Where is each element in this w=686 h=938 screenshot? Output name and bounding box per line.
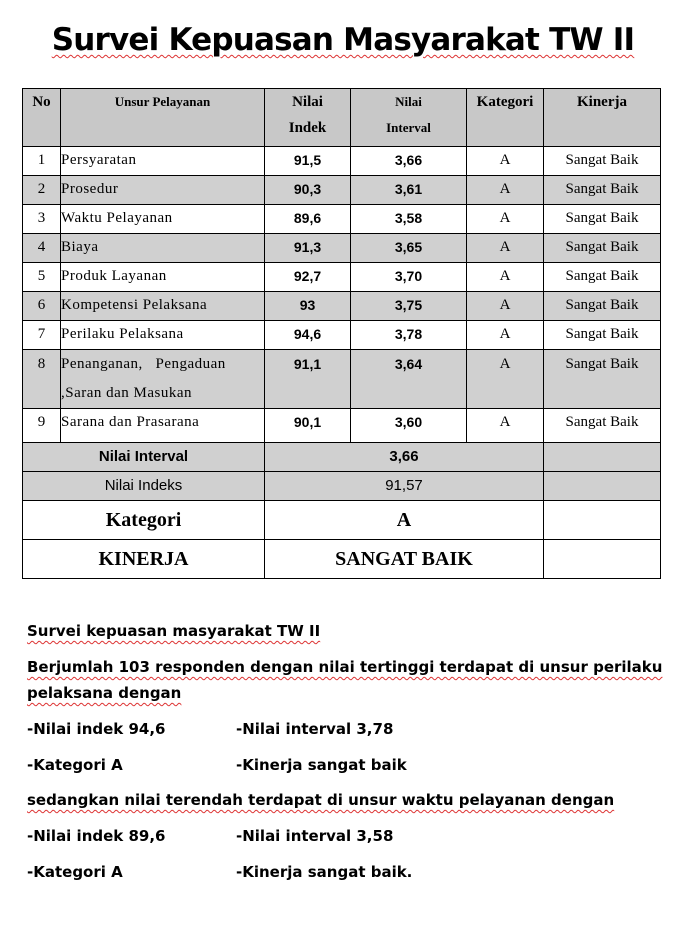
nilai-interval-label: Nilai Interval: [23, 443, 265, 472]
table-row: [23, 409, 661, 443]
cell-interval: 3,60: [351, 409, 467, 443]
summary-row-kinerja: [23, 540, 661, 579]
high-nilai-interval: -Nilai interval 3,78: [236, 720, 394, 738]
cell-indek: 90,1: [265, 409, 351, 443]
cell-kinerja: Sangat Baik: [544, 292, 661, 321]
kategori-value: A: [265, 501, 544, 540]
summary-row-indeks: [23, 472, 661, 501]
cell-unsur: Biaya: [61, 234, 265, 263]
empty-cell: [544, 443, 661, 472]
empty-cell: [544, 501, 661, 540]
header-no: No: [23, 89, 61, 147]
page-title: Survei Kepuasan Masyarakat TW II: [51, 22, 635, 58]
cell-kinerja: Sangat Baik: [544, 321, 661, 350]
cell-unsur: Produk Layanan: [61, 263, 265, 292]
cell-indek: 93: [265, 292, 351, 321]
cell-kategori: A: [467, 176, 544, 205]
cell-no: 1: [23, 147, 61, 176]
cell-kategori: A: [467, 147, 544, 176]
summary-row-kategori: [23, 501, 661, 540]
cell-no: 8: [23, 350, 61, 409]
cell-no: 3: [23, 205, 61, 234]
table-row: [23, 292, 661, 321]
cell-unsur: Waktu Pelayanan: [61, 205, 265, 234]
low-nilai-interval: -Nilai interval 3,58: [236, 827, 394, 845]
cell-no: 2: [23, 176, 61, 205]
cell-kategori: A: [467, 263, 544, 292]
nilai-indeks-value: 91,57: [265, 472, 544, 501]
kinerja-label: KINERJA: [23, 540, 265, 579]
summary-line-2: pelaksana dengan: [27, 684, 182, 702]
nilai-interval-value: 3,66: [265, 443, 544, 472]
low-kategori: -Kategori A: [27, 863, 123, 881]
cell-indek: 92,7: [265, 263, 351, 292]
cell-unsur: Penanganan, Pengaduan ,Saran dan Masukan: [61, 350, 265, 409]
table-header-row: [23, 89, 661, 147]
summary-line-1: Berjumlah 103 responden dengan nilai tertinggi terdapat di unsur perilaku: [27, 658, 663, 676]
cell-kategori: A: [467, 321, 544, 350]
header-unsur: Unsur Pelayanan: [61, 89, 265, 147]
cell-no: 4: [23, 234, 61, 263]
survey-table: [22, 88, 661, 579]
summary-low-line: sedangkan nilai terendah terdapat di unsur waktu pelayanan dengan: [27, 791, 615, 809]
table-row: [23, 147, 661, 176]
cell-kategori: A: [467, 234, 544, 263]
cell-interval: 3,70: [351, 263, 467, 292]
cell-kategori: A: [467, 350, 544, 409]
cell-no: 9: [23, 409, 61, 443]
cell-interval: 3,65: [351, 234, 467, 263]
cell-indek: 91,3: [265, 234, 351, 263]
header-nilai-interval: Nilai Interval: [351, 89, 467, 147]
low-nilai-indek: -Nilai indek 89,6: [27, 827, 166, 845]
table-row: [23, 176, 661, 205]
cell-kinerja: Sangat Baik: [544, 147, 661, 176]
empty-cell: [544, 540, 661, 579]
kategori-label: Kategori: [23, 501, 265, 540]
table-row: [23, 263, 661, 292]
header-kategori: Kategori: [467, 89, 544, 147]
high-kinerja: -Kinerja sangat baik: [236, 756, 407, 774]
cell-kinerja: Sangat Baik: [544, 205, 661, 234]
cell-unsur: Perilaku Pelaksana: [61, 321, 265, 350]
cell-indek: 89,6: [265, 205, 351, 234]
summary-row-interval: [23, 443, 661, 472]
cell-indek: 91,1: [265, 350, 351, 409]
cell-kategori: A: [467, 409, 544, 443]
header-kinerja: Kinerja: [544, 89, 661, 147]
cell-no: 7: [23, 321, 61, 350]
cell-kategori: A: [467, 292, 544, 321]
table-row: [23, 350, 661, 409]
high-kategori: -Kategori A: [27, 756, 123, 774]
kinerja-value: SANGAT BAIK: [265, 540, 544, 579]
empty-cell: [544, 472, 661, 501]
cell-interval: 3,75: [351, 292, 467, 321]
cell-interval: 3,61: [351, 176, 467, 205]
cell-kategori: A: [467, 205, 544, 234]
cell-interval: 3,78: [351, 321, 467, 350]
cell-interval: 3,64: [351, 350, 467, 409]
cell-unsur: Prosedur: [61, 176, 265, 205]
cell-unsur: Kompetensi Pelaksana: [61, 292, 265, 321]
cell-indek: 91,5: [265, 147, 351, 176]
cell-kinerja: Sangat Baik: [544, 234, 661, 263]
summary-heading: Survei kepuasan masyarakat TW II: [27, 622, 321, 640]
nilai-indeks-label: Nilai Indeks: [23, 472, 265, 501]
cell-no: 6: [23, 292, 61, 321]
cell-indek: 90,3: [265, 176, 351, 205]
table-row: [23, 205, 661, 234]
low-kinerja: -Kinerja sangat baik.: [236, 863, 413, 881]
table-row: [23, 321, 661, 350]
high-nilai-indek: -Nilai indek 94,6: [27, 720, 166, 738]
cell-kinerja: Sangat Baik: [544, 263, 661, 292]
cell-no: 5: [23, 263, 61, 292]
cell-kinerja: Sangat Baik: [544, 176, 661, 205]
table-row: [23, 234, 661, 263]
cell-kinerja: Sangat Baik: [544, 350, 661, 409]
cell-interval: 3,66: [351, 147, 467, 176]
cell-indek: 94,6: [265, 321, 351, 350]
cell-unsur: Sarana dan Prasarana: [61, 409, 265, 443]
cell-kinerja: Sangat Baik: [544, 409, 661, 443]
header-nilai-indek: Nilai Indek: [265, 89, 351, 147]
cell-interval: 3,58: [351, 205, 467, 234]
cell-unsur: Persyaratan: [61, 147, 265, 176]
